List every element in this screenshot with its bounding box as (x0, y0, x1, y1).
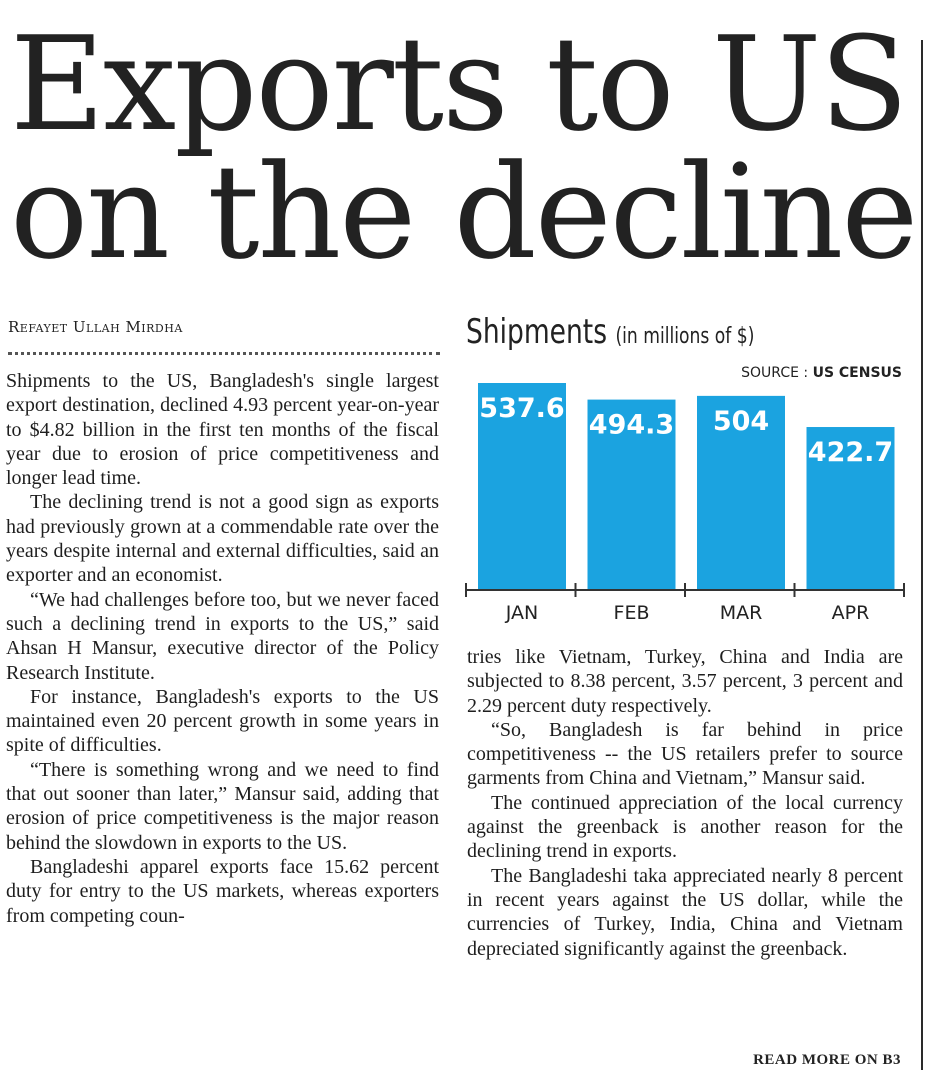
headline-line-2: on the decline (10, 136, 917, 288)
paragraph: Bangladeshi apparel exports face 15.62 percent duty for entry to the US markets, whereas exporters from competing coun- (6, 855, 439, 927)
chart-source-value: US CENSUS (812, 365, 902, 381)
shipments-chart (460, 312, 910, 632)
headline-line-1: Exports to US (10, 8, 907, 160)
paragraph: Shipments to the US, Bangladesh's single largest export destination, declined 4.93 percent year-on-year to $4.82 billion in the first ten months of the fiscal year due to erosion of price competitiveness and longer lead time. (6, 370, 439, 490)
x-tick-label: APR (831, 602, 870, 624)
bar-value-label: 537.6 (479, 393, 565, 424)
paragraph: For instance, Bangladesh's exports to the US maintained even 20 percent growth in some years in spite of difficulties. (6, 685, 439, 757)
byline-divider (8, 352, 440, 355)
paragraph: The declining trend is not a good sign as exports had previously grown at a commendable rate over the years despite internal and external difficulties, said an exporter and an economist. (6, 491, 439, 587)
read-more-link[interactable]: READ MORE ON B3 (753, 1052, 901, 1068)
x-tick-label: JAN (505, 602, 539, 624)
paragraph: “There is something wrong and we need to find that out sooner than later,” Mansur said, adding that erosion of price competitiveness is the major reason behind the slowdown in exports to the US. (6, 758, 439, 854)
article-column-right (467, 645, 903, 961)
byline: Refayet Ullah Mirdha (8, 318, 183, 336)
paragraph: “We had challenges before too, but we never faced such a declining trend in exports to the US,” said Ahsan H Mansur, executive director of the Policy Research Institute. (6, 588, 439, 684)
article-column-left (6, 369, 439, 928)
bar-value-label: 422.7 (807, 437, 894, 469)
bar-value-label: 494.3 (588, 409, 675, 441)
chart-plot (460, 312, 910, 632)
x-tick-label: MAR (719, 602, 763, 624)
bar-value-label: 504 (712, 405, 770, 437)
paragraph: tries like Vietnam, Turkey, China and India are subjected to 8.38 percent, 3.57 percent, 3 percent and 2.29 percent duty respectively. (467, 646, 903, 717)
chart-title-main: Shipments (466, 312, 608, 352)
paragraph: The Bangladeshi taka appreciated nearly 8 percent in recent years against the US dollar, while the currencies of Turkey, India, China and Vietnam depreciated significantly against the greenback. (467, 864, 903, 960)
headline (10, 8, 917, 288)
column-rule (921, 40, 923, 1070)
chart-source-label: SOURCE : (741, 365, 809, 381)
paragraph: The continued appreciation of the local currency against the greenback is another reason for the declining trend in exports. (467, 791, 903, 863)
chart-title-unit: (in millions of $) (615, 324, 755, 349)
paragraph: “So, Bangladesh is far behind in price competitiveness -- the US retailers prefer to source garments from China and Vietnam,” Mansur said. (467, 718, 903, 790)
x-tick-label: FEB (613, 602, 650, 624)
